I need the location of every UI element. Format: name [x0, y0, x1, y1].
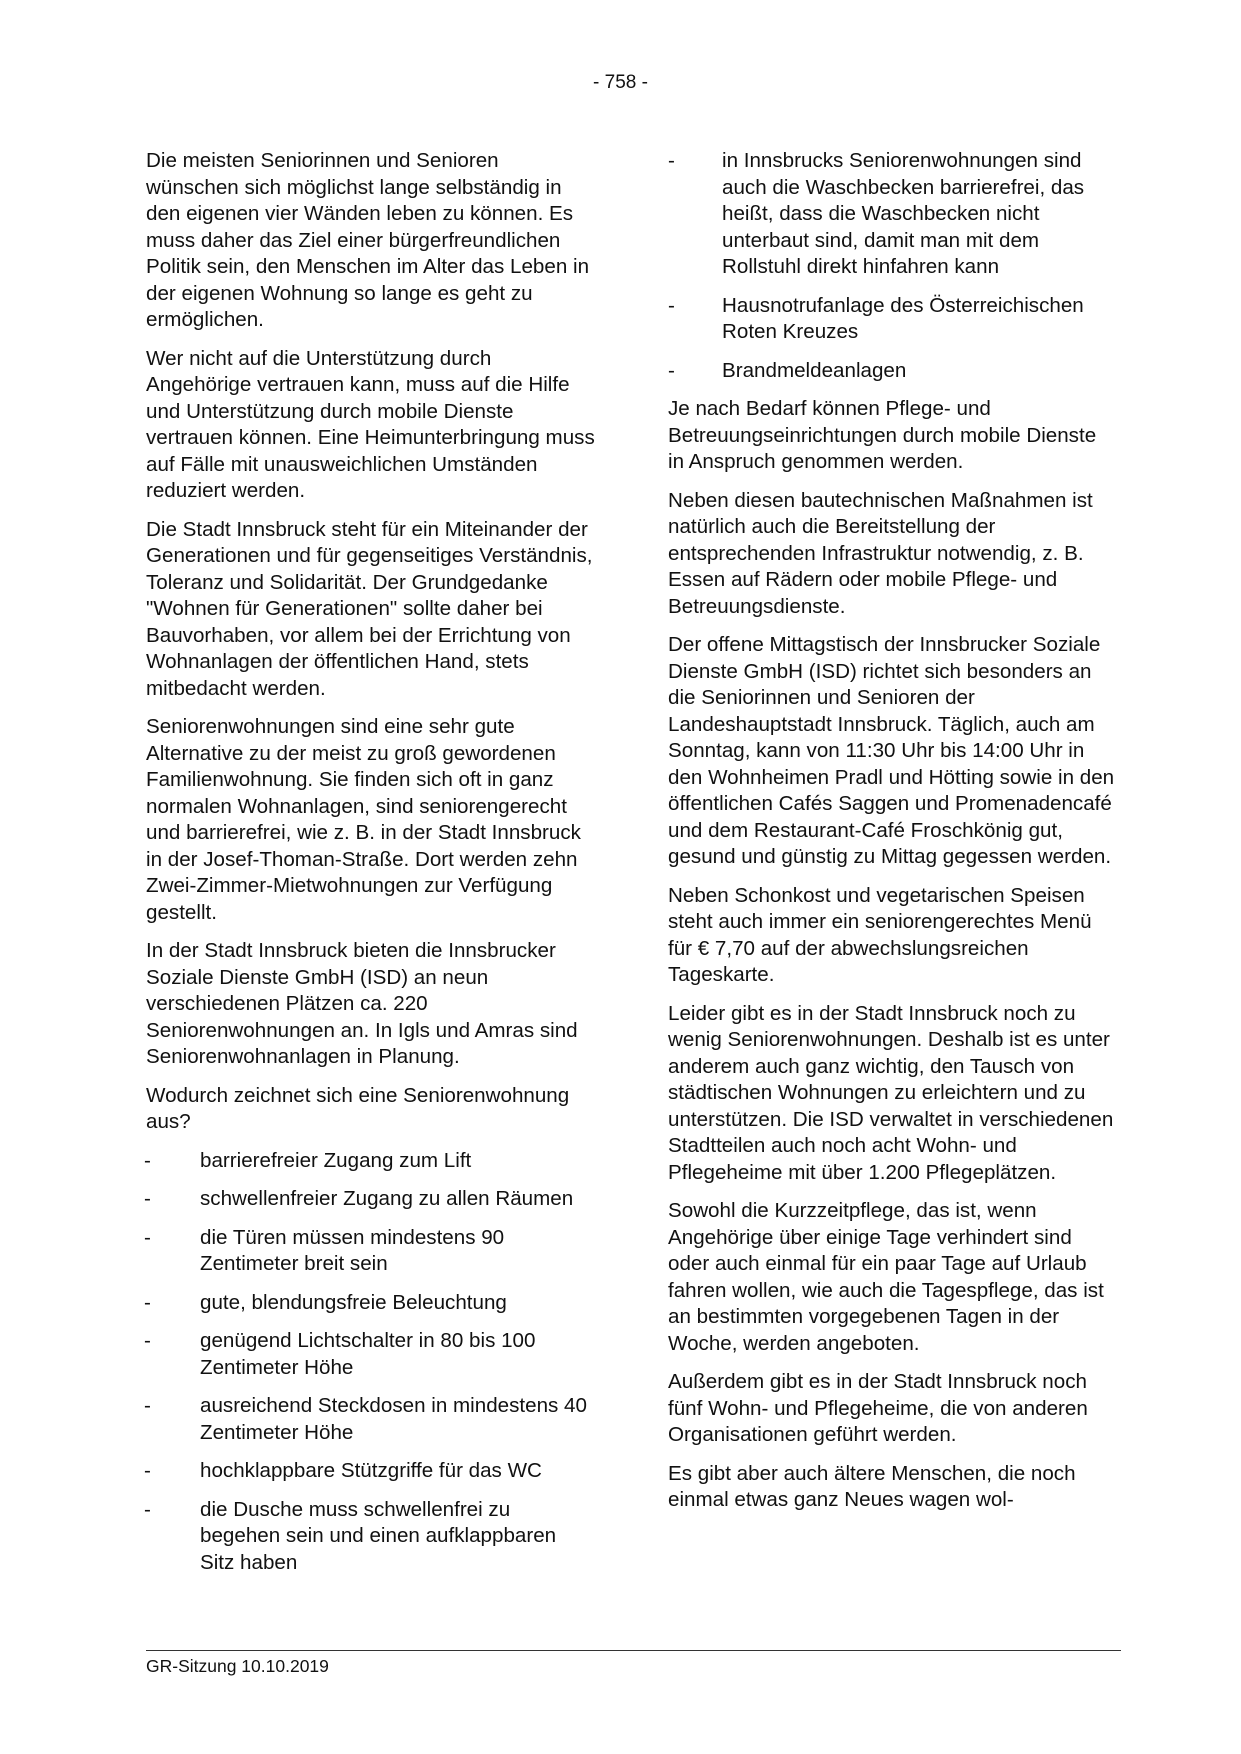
paragraph: Seniorenwohnungen sind eine sehr gute Alternative zu der meist zu groß gewordenen Familienwohnung. Sie finden sich oft in ganz normalen Wohnanlagen, sind seniorengerecht und barrierefrei, wie z. B. in der Stadt Innsbruck in der Josef-Thoman-Straße. Dort werden zehn Zwei-Zimmer-Mietwohnungen zur Verfügung gestellt.: [146, 715, 581, 924]
list-dash: -: [144, 1497, 151, 1521]
list-item: [146, 1497, 596, 1577]
list-item: [146, 1186, 596, 1213]
list-dash: -: [668, 358, 675, 382]
list-item: [146, 1290, 596, 1317]
list-dash: -: [144, 1187, 151, 1210]
list-item-text: gute, blendungsfreie Beleuchtung: [200, 1290, 507, 1314]
list-item: [146, 1393, 596, 1446]
list-item-text: Brandmeldeanlagen: [722, 358, 907, 382]
footer-divider: [146, 1650, 1121, 1651]
list-dash: -: [144, 1148, 151, 1172]
paragraph: Die meisten Seniorinnen und Senioren wünschen sich möglichst lange selbständig in den eigenen vier Wänden leben zu können. Es muss daher das Ziel einer bürgerfreundlichen Politik sein, den Menschen im Alter das Leben in der eigenen Wohnung so lange es geht zu ermöglichen.: [146, 149, 590, 331]
list-item-text: barrierefreier Zugang zum Lift: [200, 1148, 472, 1172]
paragraph: Der offene Mittagstisch der Innsbrucker Soziale Dienste GmbH (ISD) richtet sich besonders an die Seniorinnen und Senioren der Landeshauptstadt Innsbruck. Täglich, auch am Sonntag, kann von 11:30 Uhr bis 14:00 Uhr in den Wohnheimen Pradl und Hötting sowie in den öffentlichen Cafés Saggen und Promenadencafé und dem Restaurant-Café Froschkönig gut, gesund und günstig zu Mittag gegessen werden.: [668, 633, 1115, 868]
paragraph: Wodurch zeichnet sich eine Seniorenwohnung aus?: [146, 1083, 570, 1133]
list-item-text: in Innsbrucks Seniorenwohnungen sind auch die Waschbecken barrierefrei, das heißt, dass die Waschbecken nicht unterbaut sind, damit man mit dem Rollstuhl direkt hinfahren kann: [722, 149, 1085, 278]
list-item-text: hochklappbare Stützgriffe für das WC: [200, 1459, 542, 1482]
paragraph: Neben Schonkost und vegetarischen Speisen steht auch immer ein seniorengerechtes Menü für € 7,70 auf der abwechslungsreichen Tageskarte.: [668, 883, 1092, 986]
page-number: - 758 -: [593, 72, 648, 93]
list-item: [668, 293, 1116, 346]
list-dash: -: [668, 149, 675, 172]
paragraph: Wer nicht auf die Unterstützung durch Angehörige vertrauen kann, muss auf die Hilfe und Unterstützung durch mobile Dienste vertrauen können. Eine Heimunterbringung muss auf Fälle mit unausweichlichen Umständen reduziert werden.: [146, 346, 595, 502]
list-dash: -: [144, 1394, 151, 1417]
left-column: [146, 148, 596, 1588]
list-item-text: genügend Lichtschalter in 80 bis 100 Zentimeter Höhe: [200, 1329, 536, 1379]
list-dash: -: [144, 1329, 151, 1352]
list-item: [668, 148, 1116, 281]
paragraph: Sowohl die Kurzzeitpflege, das ist, wenn Angehörige über einige Tage verhindert sind oder auch einmal für ein paar Tage auf Urlaub fahren wollen, wie auch die Tagespflege, das ist an bestimmten vorgegebenen Tagen in der Woche, werden angeboten.: [668, 1199, 1104, 1355]
list-item-text: schwellenfreier Zugang zu allen Räumen: [200, 1187, 574, 1210]
list-item-text: die Türen müssen mindestens 90 Zentimeter breit sein: [200, 1225, 505, 1275]
paragraph: Außerdem gibt es in der Stadt Innsbruck noch fünf Wohn- und Pflegeheime, die von anderen Organisationen geführt werden.: [668, 1370, 1088, 1446]
paragraph: Es gibt aber auch ältere Menschen, die noch einmal etwas ganz Neues wagen wol-: [668, 1461, 1076, 1511]
list-item-text: die Dusche muss schwellenfrei zu begehen sein und einen aufklappbaren Sitz haben: [200, 1497, 557, 1574]
list-item: [668, 358, 1116, 385]
list-dash: -: [668, 293, 675, 317]
paragraph: In der Stadt Innsbruck bieten die Innsbrucker Soziale Dienste GmbH (ISD) an neun verschiedenen Plätzen ca. 220 Seniorenwohnungen an. In Igls und Amras sind Seniorenwohnanlagen in Planung.: [146, 939, 578, 1068]
paragraph: Leider gibt es in der Stadt Innsbruck noch zu wenig Seniorenwohnungen. Deshalb ist es unter anderem auch ganz wichtig, den Tausch von städtischen Wohnungen zu erleichtern und zu unterstützen. Die ISD verwaltet in verschiedenen Stadtteilen auch noch acht Wohn- und Pflegeheime mit über 1.200 Pflegeplätzen.: [668, 1001, 1114, 1184]
right-column: [668, 148, 1116, 1526]
list-item: [146, 1328, 596, 1381]
list-item-text: Hausnotrufanlage des Österreichischen Roten Kreuzes: [722, 293, 1084, 343]
footer-session-date: GR-Sitzung 10.10.2019: [146, 1656, 329, 1676]
paragraph: Je nach Bedarf können Pflege- und Betreuungseinrichtungen durch mobile Dienste in Anspruch genommen werden.: [668, 397, 1097, 473]
paragraph: Die Stadt Innsbruck steht für ein Miteinander der Generationen und für gegenseitiges Verständnis, Toleranz und Solidarität. Der Grundgedanke "Wohnen für Generationen" sollte daher bei Bauvorhaben, vor allem bei der Errichtung von Wohnanlagen der öffentlichen Hand, stets mitbedacht werden.: [146, 517, 593, 700]
list-dash: -: [144, 1225, 151, 1249]
list-item: [146, 1458, 596, 1485]
list-item: [146, 1148, 596, 1175]
list-dash: -: [144, 1459, 151, 1482]
list-dash: -: [144, 1290, 151, 1314]
list-item: [146, 1225, 596, 1278]
list-item-text: ausreichend Steckdosen in mindestens 40 Zentimeter Höhe: [200, 1394, 587, 1444]
paragraph: Neben diesen bautechnischen Maßnahmen ist natürlich auch die Bereitstellung der entsprechenden Infrastruktur notwendig, z. B. Essen auf Rädern oder mobile Pflege- und Betreuungsdienste.: [668, 488, 1093, 618]
